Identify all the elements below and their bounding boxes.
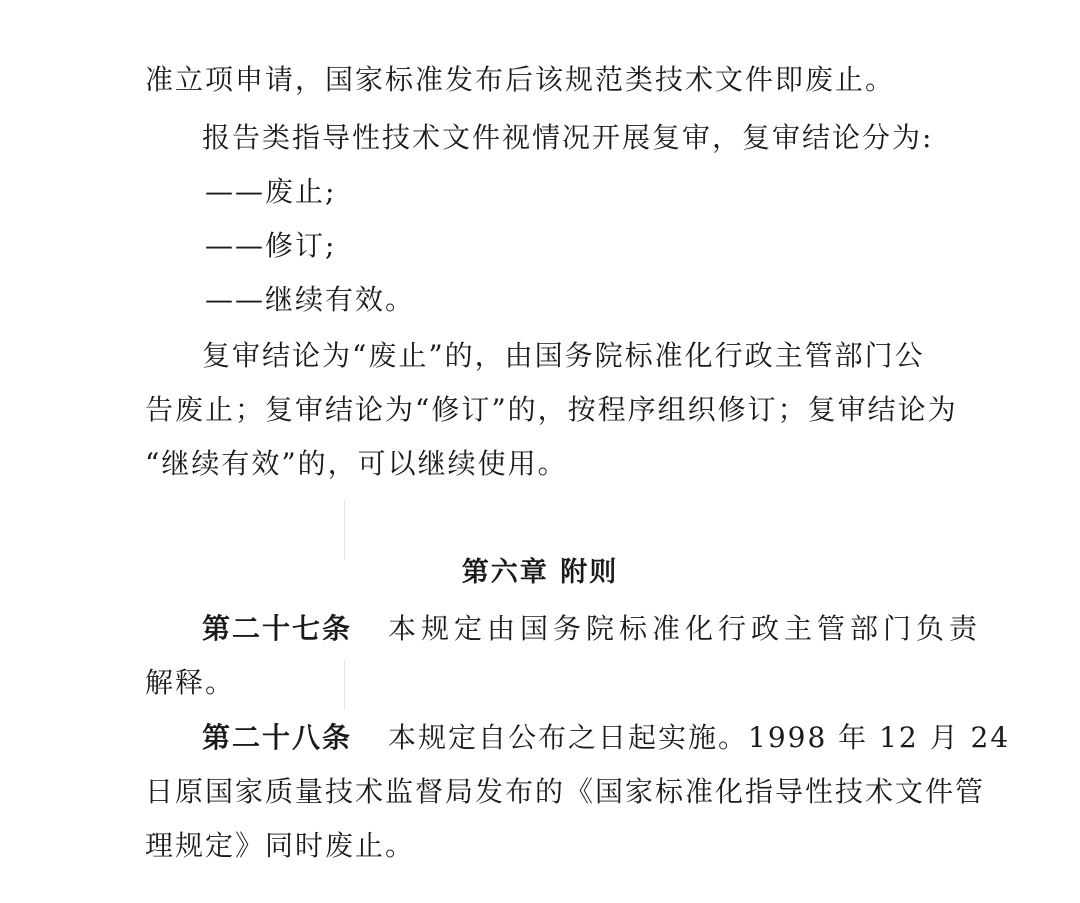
list-item-abolish: ——废止; xyxy=(205,175,337,208)
paragraph-line-2: 报告类指导性技术文件视情况开展复审，复审结论分为: xyxy=(202,121,934,154)
article-27-label: 第二十七条 xyxy=(202,612,353,645)
article-27-continuation: 解释。 xyxy=(145,666,236,699)
chapter-heading: 第六章 附则 xyxy=(461,557,619,588)
article-27-text: 本规定由国务院标准化行政主管部门负责 xyxy=(388,612,983,645)
article-28 xyxy=(202,720,1011,756)
article-27 xyxy=(202,611,983,647)
paragraph-line-7: 告废止；复审结论为“修订”的，按程序组织修订；复审结论为 xyxy=(145,393,958,426)
list-item-revise: ——修订; xyxy=(205,229,337,262)
paragraph-line-6: 复审结论为“废止”的，由国务院标准化行政主管部门公 xyxy=(202,339,925,372)
list-item-continue: ——继续有效。 xyxy=(205,283,416,316)
article-28-text: 本规定自公布之日起实施。1998 年 12 月 24 xyxy=(388,721,1011,754)
article-28-continuation-2: 理规定》同时废止。 xyxy=(145,829,416,862)
paragraph-line-1: 准立项申请，国家标准发布后该规范类技术文件即废止。 xyxy=(145,63,896,96)
paragraph-line-8: “继续有效”的，可以继续使用。 xyxy=(145,447,568,480)
article-28-continuation-1: 日原国家质量技术监督局发布的《国家标准化指导性技术文件管 xyxy=(145,775,986,808)
article-28-label: 第二十八条 xyxy=(202,721,353,754)
scan-artifact-line xyxy=(344,500,345,560)
